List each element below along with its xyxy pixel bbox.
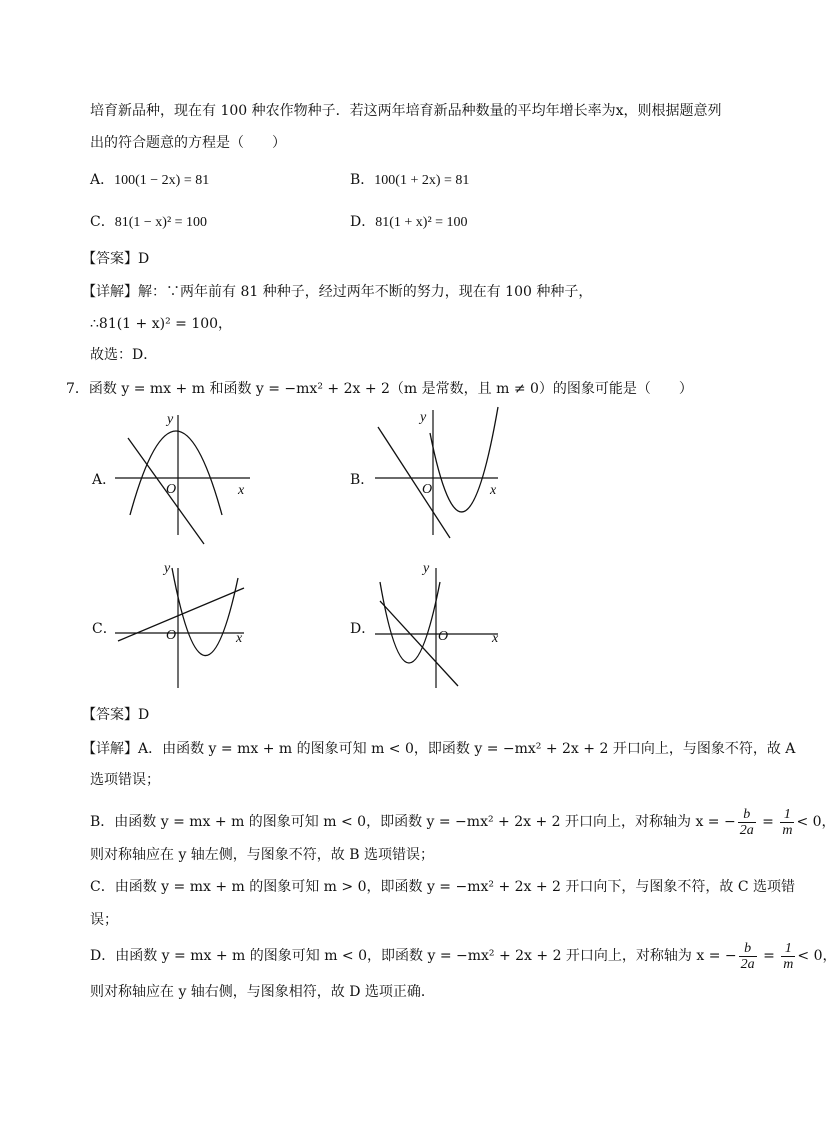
option-text: 100(1 − 2x) = 81 — [114, 173, 210, 188]
q7-answer: 【答案】D — [82, 707, 150, 723]
q7-explanation-d-line1 — [90, 939, 837, 973]
graph-a[interactable] — [110, 405, 260, 545]
fraction-b-over-2a: $\frac{b}{2a}$ — [740, 940, 755, 972]
x-axis-label: x — [236, 631, 243, 646]
option-letter: C． — [90, 214, 115, 230]
question-text: 函数 y = mx + m 和函数 y = −mx² + 2x + 2（m 是常数，且 m ≠ 0）的图象可能是（ ） — [88, 381, 693, 397]
y-axis-label: y — [164, 561, 171, 576]
x-axis-label: x — [238, 483, 245, 498]
equals-sign: = — [757, 814, 779, 830]
q7-explanation-c-line2: 误； — [90, 912, 118, 928]
q6-option-d[interactable] — [350, 212, 468, 233]
q6-detail-line2: ∴81(1 + x)² = 100， — [90, 316, 233, 332]
q6-stem-line2: 出的符合题意的方程是（ ） — [90, 135, 286, 151]
fraction-1-over-m: $\frac{1}{m}$ — [783, 940, 794, 972]
fraction-b-over-2a: $\frac{b}{2a}$ — [739, 806, 754, 838]
q6-detail-line1: 【详解】解：∵两年前有 81 种种子，经过两年不断的努力，现在有 100 种种子， — [82, 284, 593, 300]
q7-option-c-label[interactable]: C． — [92, 621, 117, 637]
fraction-1-over-m: $\frac{1}{m}$ — [782, 806, 793, 838]
origin-label: O — [422, 482, 433, 497]
option-letter: D． — [350, 214, 376, 230]
y-axis-label: y — [423, 561, 430, 576]
parabola — [172, 568, 238, 656]
q7-option-d-label[interactable]: D． — [350, 621, 376, 637]
y-axis-label: y — [167, 412, 174, 427]
q6-option-c[interactable] — [90, 212, 207, 233]
q7-stem — [66, 379, 693, 399]
text-segment: < 0， — [797, 948, 837, 964]
graph-b[interactable] — [370, 405, 520, 545]
x-axis-label: x — [492, 631, 499, 646]
q6-option-a[interactable] — [90, 170, 209, 191]
option-letter: A． — [90, 172, 115, 188]
q7-option-b-label[interactable]: B． — [350, 472, 375, 488]
text-segment: < 0， — [796, 814, 836, 830]
q7-explanation-a-line2: 选项错误； — [90, 772, 160, 788]
text-segment: D．由函数 y = mx + m 的图象可知 m < 0，即函数 y = −mx² + 2x + 2 开口向上，对称轴为 x = − — [90, 948, 737, 964]
text-segment: B．由函数 y = mx + m 的图象可知 m < 0，即函数 y = −mx² + 2x + 2 开口向上，对称轴为 x = − — [90, 814, 736, 830]
y-axis-label: y — [420, 410, 427, 425]
parabola — [430, 407, 498, 512]
option-letter: B． — [350, 172, 375, 188]
q7-explanation-a-line1: 【详解】A．由函数 y = mx + m 的图象可知 m < 0，即函数 y = −mx² + 2x + 2 开口向上，与图象不符，故 A — [82, 741, 796, 757]
q7-explanation-b-line1 — [90, 805, 836, 839]
q6-detail-line3: 故选：D． — [90, 347, 158, 363]
graph-d[interactable] — [370, 558, 520, 698]
graph-c[interactable] — [110, 558, 260, 698]
q7-option-a-label[interactable]: A． — [92, 472, 117, 488]
q6-stem-line1: 培育新品种，现在有 100 种农作物种子．若这两年培育新品种数量的平均年增长率为x，则根据题意列 — [90, 103, 722, 119]
option-text: 81(1 − x)² = 100 — [114, 215, 208, 230]
q7-explanation-d-line2: 则对称轴应在 y 轴右侧，与图象相符，故 D 选项正确． — [90, 984, 435, 1000]
equals-sign: = — [758, 948, 780, 964]
option-text: 81(1 + x)² = 100 — [375, 215, 468, 230]
q6-option-b[interactable] — [350, 170, 469, 191]
origin-label: O — [166, 628, 177, 643]
x-axis-label: x — [490, 483, 497, 498]
q7-explanation-c-line1: C．由函数 y = mx + m 的图象可知 m > 0，即函数 y = −mx² + 2x + 2 开口向下，与图象不符，故 C 选项错 — [90, 879, 796, 895]
option-text: 100(1 + 2x) = 81 — [374, 173, 470, 188]
origin-label: O — [166, 482, 177, 497]
parabola — [130, 431, 222, 515]
q7-explanation-b-line2: 则对称轴应在 y 轴左侧，与图象不符，故 B 选项错误； — [90, 847, 434, 863]
question-number: 7． — [66, 381, 89, 397]
q6-answer: 【答案】D — [82, 251, 150, 267]
line — [378, 427, 450, 538]
origin-label: O — [438, 629, 449, 644]
parabola — [380, 582, 440, 663]
